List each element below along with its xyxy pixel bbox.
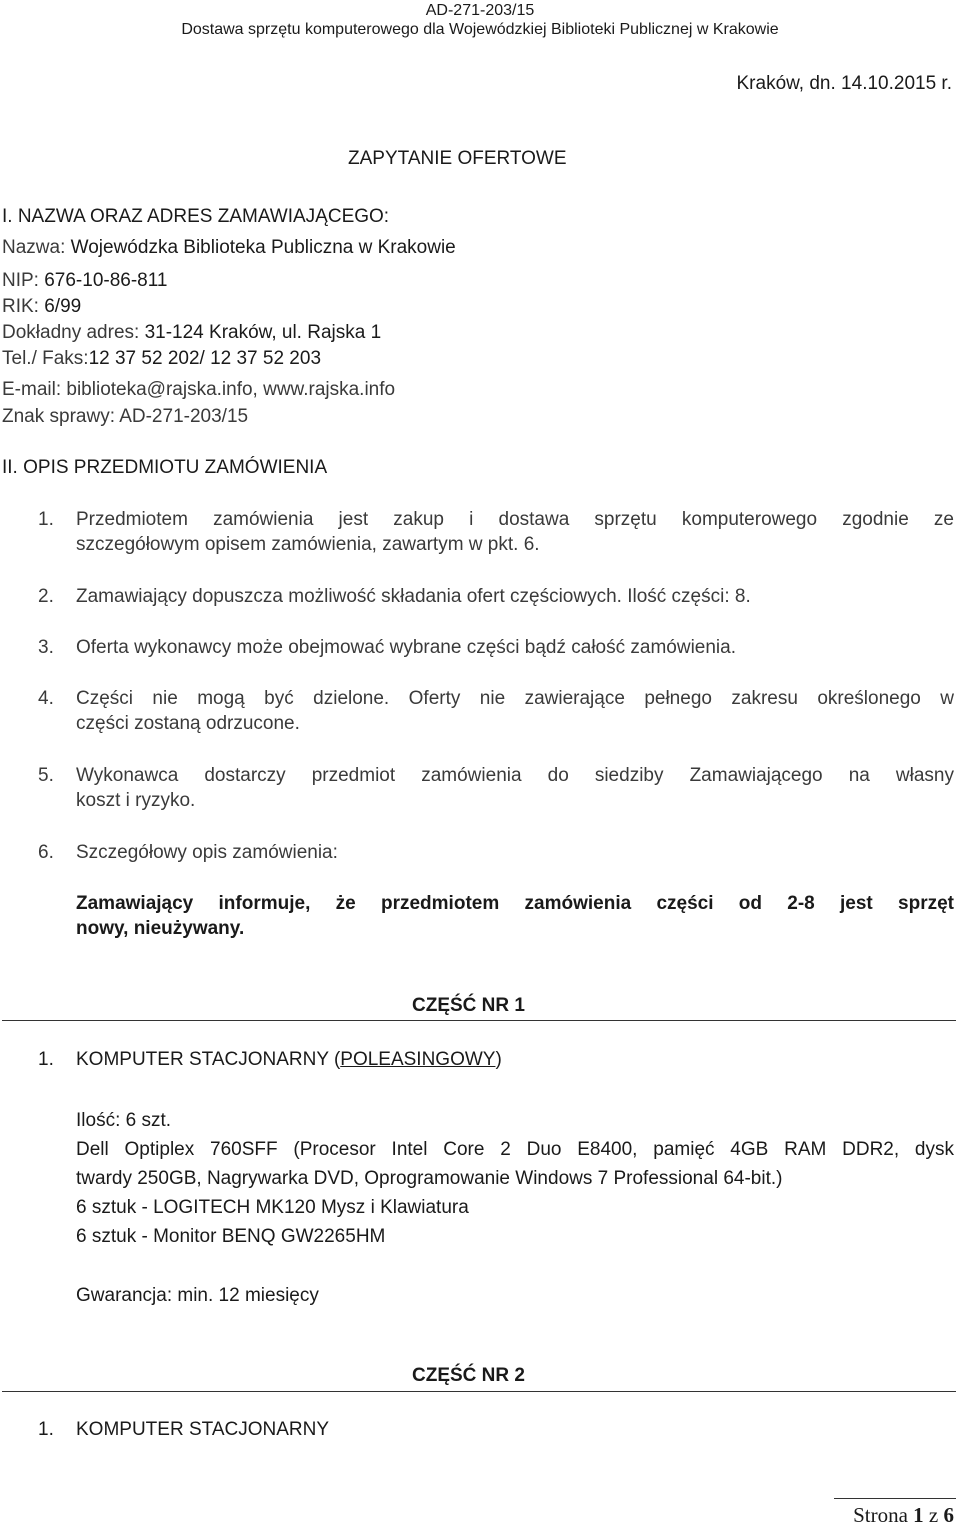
item-6-text: Szczegółowy opis zamówienia: — [76, 842, 338, 863]
item-4-num: 4. — [38, 688, 54, 709]
header-doc-ref: AD-271-203/15 — [425, 2, 535, 19]
part2-heading: CZĘŚĆ NR 2 — [412, 1365, 525, 1386]
section2-heading: II. OPIS PRZEDMIOTU ZAMÓWIENIA — [2, 457, 328, 478]
part1-title-a: KOMPUTER STACJONARNY ( — [76, 1049, 341, 1070]
item-1-num: 1. — [38, 509, 54, 530]
tel-label: Tel./ Faks: — [2, 348, 89, 369]
part1-warranty: Gwarancja: min. 12 miesięcy — [76, 1285, 319, 1306]
page-of: z — [923, 1503, 944, 1527]
document-title: ZAPYTANIE OFERTOWE — [348, 148, 567, 169]
document-date: Kraków, dn. 14.10.2015 r. — [736, 73, 952, 94]
part1-heading: CZĘŚĆ NR 1 — [412, 995, 525, 1016]
notice-line1: Zamawiający informuje, że przedmiotem zamówienia części od 2-8 jest sprzęt — [76, 893, 954, 914]
part1-quantity: Ilość: 6 szt. — [76, 1110, 172, 1131]
part1-extra2: 6 sztuk - Monitor BENQ GW2265HM — [76, 1226, 386, 1247]
footer-rule — [834, 1498, 956, 1499]
rik-value: 6/99 — [44, 296, 82, 317]
ordering-party-name — [2, 237, 456, 259]
header-subtitle: Dostawa sprzętu komputerowego dla Wojewódzkiej Biblioteki Publicznej w Krakowie — [181, 21, 779, 38]
part1-divider — [2, 1020, 956, 1021]
page-indicator — [853, 1503, 954, 1528]
address-line — [2, 322, 381, 344]
name-value: Wojewódzka Biblioteka Publiczna w Krakowie — [70, 237, 456, 258]
part2-item-num: 1. — [38, 1419, 54, 1440]
tel-line — [2, 348, 321, 370]
item-3-text: Oferta wykonawcy może obejmować wybrane części bądź całość zamówienia. — [76, 637, 736, 658]
item-5-line2: koszt i ryzyko. — [76, 790, 196, 811]
page-total: 6 — [943, 1503, 954, 1527]
item-5-num: 5. — [38, 765, 54, 786]
part2-item-title: KOMPUTER STACJONARNY — [76, 1419, 330, 1440]
part1-spec-line1: Dell Optiplex 760SFF (Procesor Intel Core 2 Duo E8400, pamięć 4GB RAM DDR2, dysk — [76, 1139, 954, 1160]
rik-line — [2, 296, 81, 318]
rik-label: RIK: — [2, 296, 45, 317]
nip-label: NIP: — [2, 270, 45, 291]
part2-divider — [2, 1391, 956, 1392]
part1-title-underlined: POLEASINGOWY — [340, 1049, 496, 1070]
item-1-line2: szczegółowym opisem zamówienia, zawartym w pkt. 6. — [76, 534, 540, 555]
item-4-line2: części zostaną odrzucone. — [76, 713, 300, 734]
part1-item-title — [76, 1049, 502, 1071]
item-3-num: 3. — [38, 637, 54, 658]
nip-value: 676-10-86-811 — [44, 270, 168, 291]
item-5-line1: Wykonawca dostarczy przedmiot zamówienia do siedziby Zamawiającego na własny — [76, 765, 954, 786]
case-number: Znak sprawy: AD-271-203/15 — [2, 406, 249, 427]
item-2-num: 2. — [38, 586, 54, 607]
notice-line2: nowy, nieużywany. — [76, 918, 245, 939]
part1-title-b: ) — [495, 1049, 502, 1070]
item-4-line1: Części nie mogą być dzielone. Oferty nie zawierające pełnego zakresu określonego w — [76, 688, 954, 709]
section1-heading: I. NAZWA ORAZ ADRES ZAMAWIAJĄCEGO: — [2, 206, 390, 227]
tel-value: 12 37 52 202/ 12 37 52 203 — [88, 348, 322, 369]
item-6-num: 6. — [38, 842, 54, 863]
item-2-text: Zamawiający dopuszcza możliwość składania ofert częściowych. Ilość części: 8. — [76, 586, 751, 607]
part1-spec-line2: twardy 250GB, Nagrywarka DVD, Oprogramowanie Windows 7 Professional 64-bit.) — [76, 1168, 783, 1189]
page-label: Strona — [853, 1503, 914, 1527]
page-number: 1 — [913, 1503, 924, 1527]
item-1-line1: Przedmiotem zamówienia jest zakup i dostawa sprzętu komputerowego zgodnie ze — [76, 509, 954, 530]
part1-extra1: 6 sztuk - LOGITECH MK120 Mysz i Klawiatura — [76, 1197, 469, 1218]
part1-item-num: 1. — [38, 1049, 54, 1070]
email-line: E-mail: biblioteka@rajska.info, www.rajska.info — [2, 379, 396, 400]
address-value: 31-124 Kraków, ul. Rajska 1 — [144, 322, 382, 343]
name-label: Nazwa: — [2, 237, 71, 258]
address-label: Dokładny adres: — [2, 322, 145, 343]
nip-line — [2, 270, 167, 292]
